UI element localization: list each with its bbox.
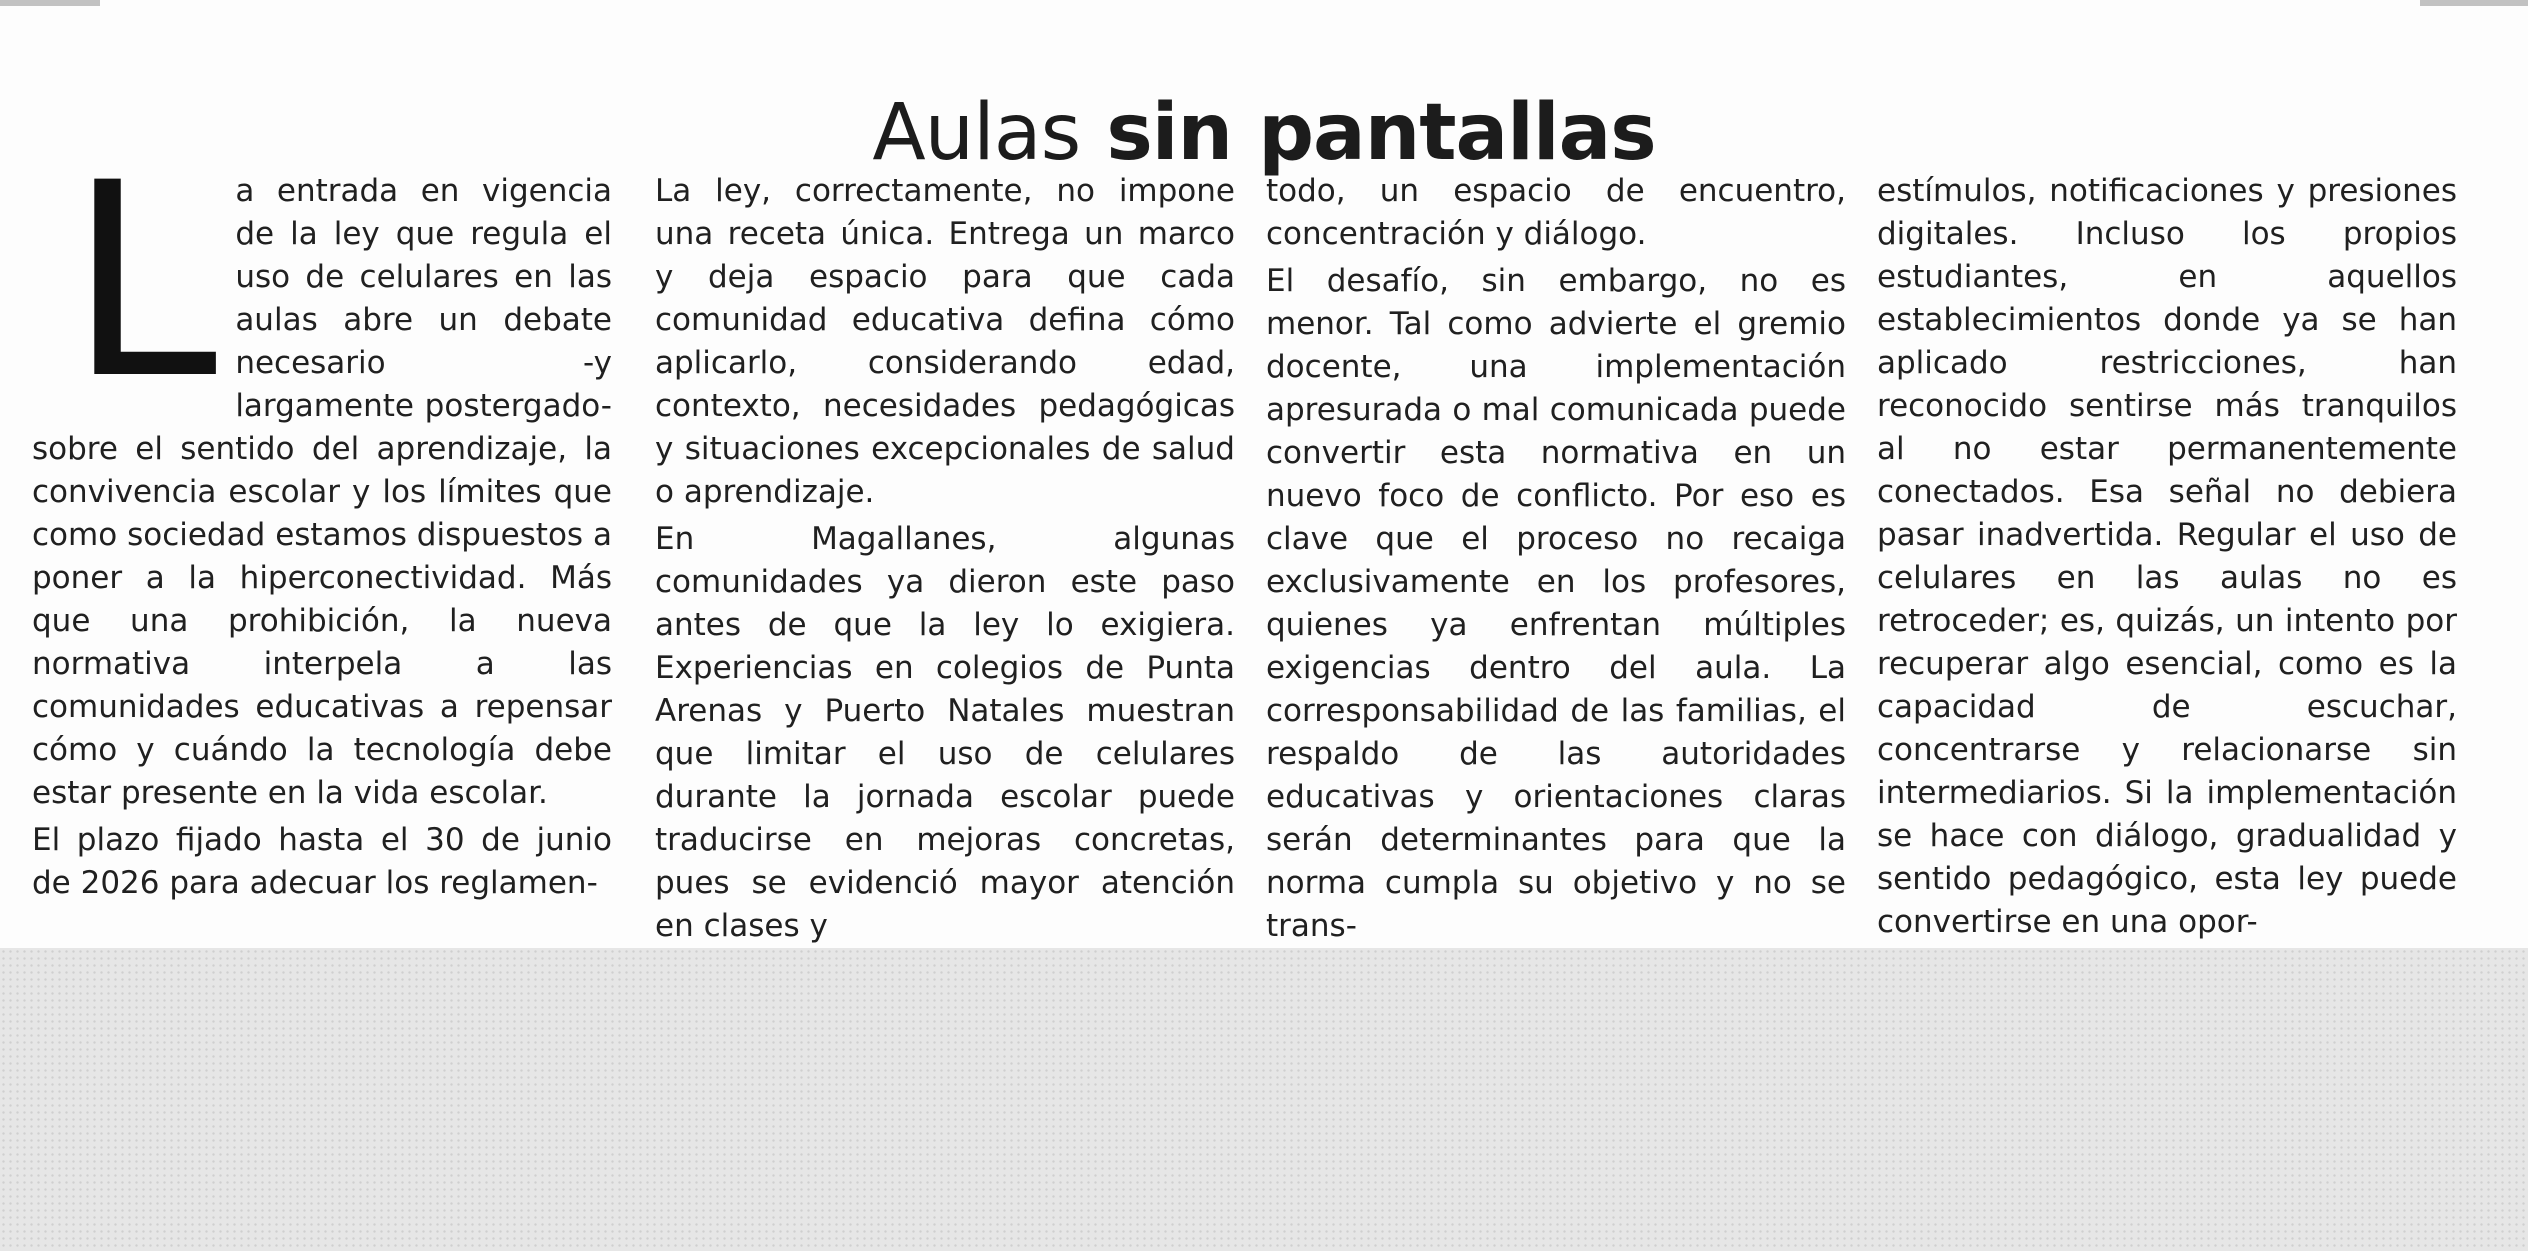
article-column-2	[655, 170, 1235, 960]
article-paragraph: El plazo fijado hasta el 30 de junio de 2026 para adecuar los reglamen-	[32, 822, 612, 901]
article-paragraph	[32, 170, 612, 815]
article-column-3	[1266, 170, 1846, 960]
article-column-1	[32, 170, 612, 960]
headline-bold: sin pantallas	[1106, 88, 1656, 179]
top-rule	[0, 0, 2528, 6]
article-column-4	[1877, 170, 2457, 960]
paragraph-text: a entrada en vigencia de la ley que regula el uso de celulares en las aulas abre un debate necesario -y largamente postergado- sobre el sentido del aprendizaje, la convivencia escolar y los límites que como sociedad estamos dispuestos a poner a la hiperconectividad. Más que una prohibición, la nueva normativa interpela a las comunidades educativas a repensar cómo y cuándo la tecnología debe estar presente en la vida escolar.	[32, 173, 612, 811]
page-fold-overlay	[0, 948, 2528, 1251]
article-paragraph: La ley, correctamente, no impone una receta única. Entrega un marco y deja espacio para que cada comunidad educativa defina cómo aplicarlo, considerando edad, contexto, necesidades pedagógicas y situaciones excepcionales de salud o aprendizaje.	[655, 173, 1235, 510]
headline-light: Aulas	[872, 88, 1081, 179]
article-paragraph: estímulos, notificaciones y presiones digitales. Incluso los propios estudiantes, en aquellos establecimientos donde ya se han aplicado restricciones, han reconocido sentirse más tranquilos al no estar permanentemente conectados. Esa señal no debiera pasar inadvertida. Regular el uso de celulares en las aulas no es retroceder; es, quizás, un intento por recuperar algo esencial, como es la capacidad de escuchar, concentrarse y relacionarse sin intermediarios. Si la implementación se hace con diálogo, gradualidad y sentido pedagógico, esta ley puede convertirse en una opor-	[1877, 173, 2457, 940]
article-body	[32, 170, 2488, 960]
article-paragraph: todo, un espacio de encuentro, concentración y diálogo.	[1266, 173, 1846, 252]
article-paragraph: El desafío, sin embargo, no es menor. Tal como advierte el gremio docente, una implementación apresurada o mal comunicada puede convertir esta normativa en un nuevo foco de conflicto. Por eso es clave que el proceso no recaiga exclusivamente en los profesores, quienes ya enfrentan múltiples exigencias dentro del aula. La corresponsabilidad de las familias, el respaldo de las autoridades educativas y orientaciones claras serán determinantes para que la norma cumpla su objetivo y no se trans-	[1266, 263, 1846, 944]
drop-cap: L	[68, 170, 218, 438]
article-paragraph: En Magallanes, algunas comunidades ya dieron este paso antes de que la ley lo exigiera. Experiencias en colegios de Punta Arenas y Puerto Natales muestran que limitar el uso de celulares durante la jornada escolar puede traducirse en mejoras concretas, pues se evidenció mayor atención en clases y	[655, 521, 1235, 944]
